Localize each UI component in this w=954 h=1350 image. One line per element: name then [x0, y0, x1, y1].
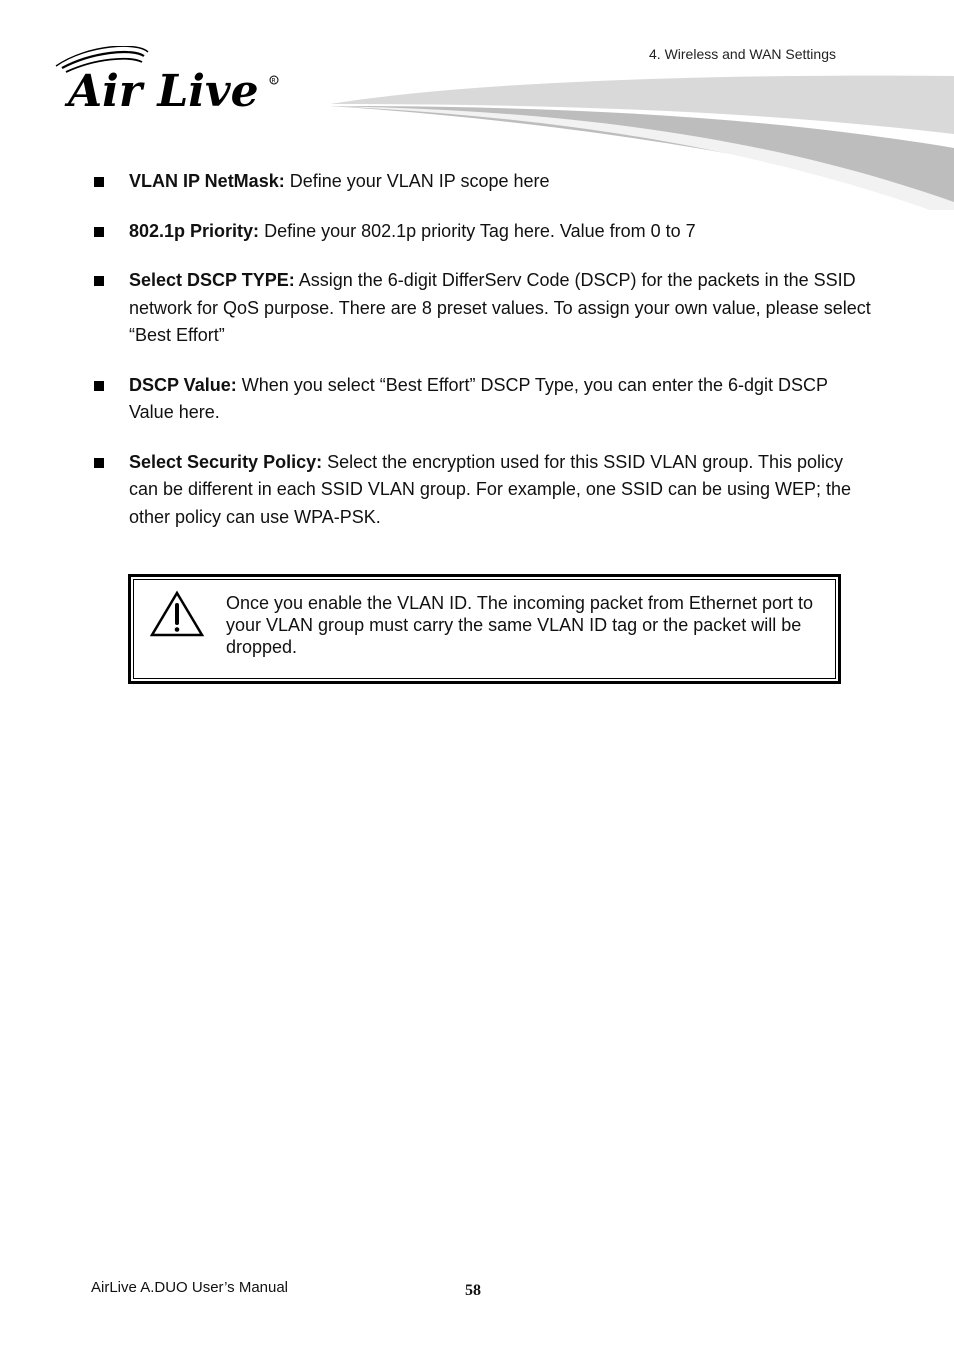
square-bullet-icon: [94, 227, 104, 237]
list-item: [92, 218, 872, 246]
svg-text:R: R: [271, 77, 276, 85]
bullet-term: DSCP Value:: [129, 374, 237, 395]
footer-manual-title: AirLive A.DUO User’s Manual: [91, 1279, 289, 1296]
bullet-text: When you select “Best Effort” DSCP Type, you can enter the 6-dgit DSCP Value here.: [129, 374, 828, 422]
bullet-term: Select DSCP TYPE:: [129, 270, 295, 290]
square-bullet-icon: [94, 381, 104, 391]
list-item: [92, 449, 872, 532]
bullet-text: Define your VLAN IP scope here: [289, 171, 550, 191]
bullet-term: Select Security Policy:: [129, 451, 323, 472]
airlive-logo: [52, 46, 284, 112]
square-bullet-icon: [94, 276, 104, 286]
svg-text:Air Live: Air Live: [68, 66, 259, 112]
bullet-text: Define your 802.1p priority Tag here. Value from 0 to 7: [264, 220, 696, 241]
bullet-list: [92, 168, 872, 553]
section-title: 4. Wireless and WAN Settings: [649, 46, 836, 62]
bullet-text: Assign the 6-digit DifferServ Code (DSCP) for the packets in the SSID network for QoS purpose. There are 8 preset values. To assign your own value, please select “Best Effort”: [129, 270, 871, 345]
list-item: [92, 372, 872, 427]
bullet-text: Select the encryption used for this SSID VLAN group. This policy can be different in each SSID VLAN group. For example, one SSID can be using WEP; the other policy can use WPA-PSK.: [129, 451, 852, 527]
square-bullet-icon: [94, 458, 104, 468]
warning-triangle-icon: [150, 590, 204, 638]
list-item: [92, 168, 872, 196]
bullet-term: VLAN IP NetMask:: [129, 171, 285, 191]
list-item: [92, 267, 872, 350]
warning-text: Once you enable the VLAN ID. The incoming packet from Ethernet port to your VLAN group must carry the same VLAN ID tag or the packet will be dropped.: [226, 593, 813, 657]
warning-note-inner: [133, 579, 836, 679]
warning-note-box: [128, 574, 841, 684]
bullet-term: 802.1p Priority:: [129, 220, 260, 241]
square-bullet-icon: [94, 177, 104, 187]
page-number: 58: [465, 1282, 481, 1299]
